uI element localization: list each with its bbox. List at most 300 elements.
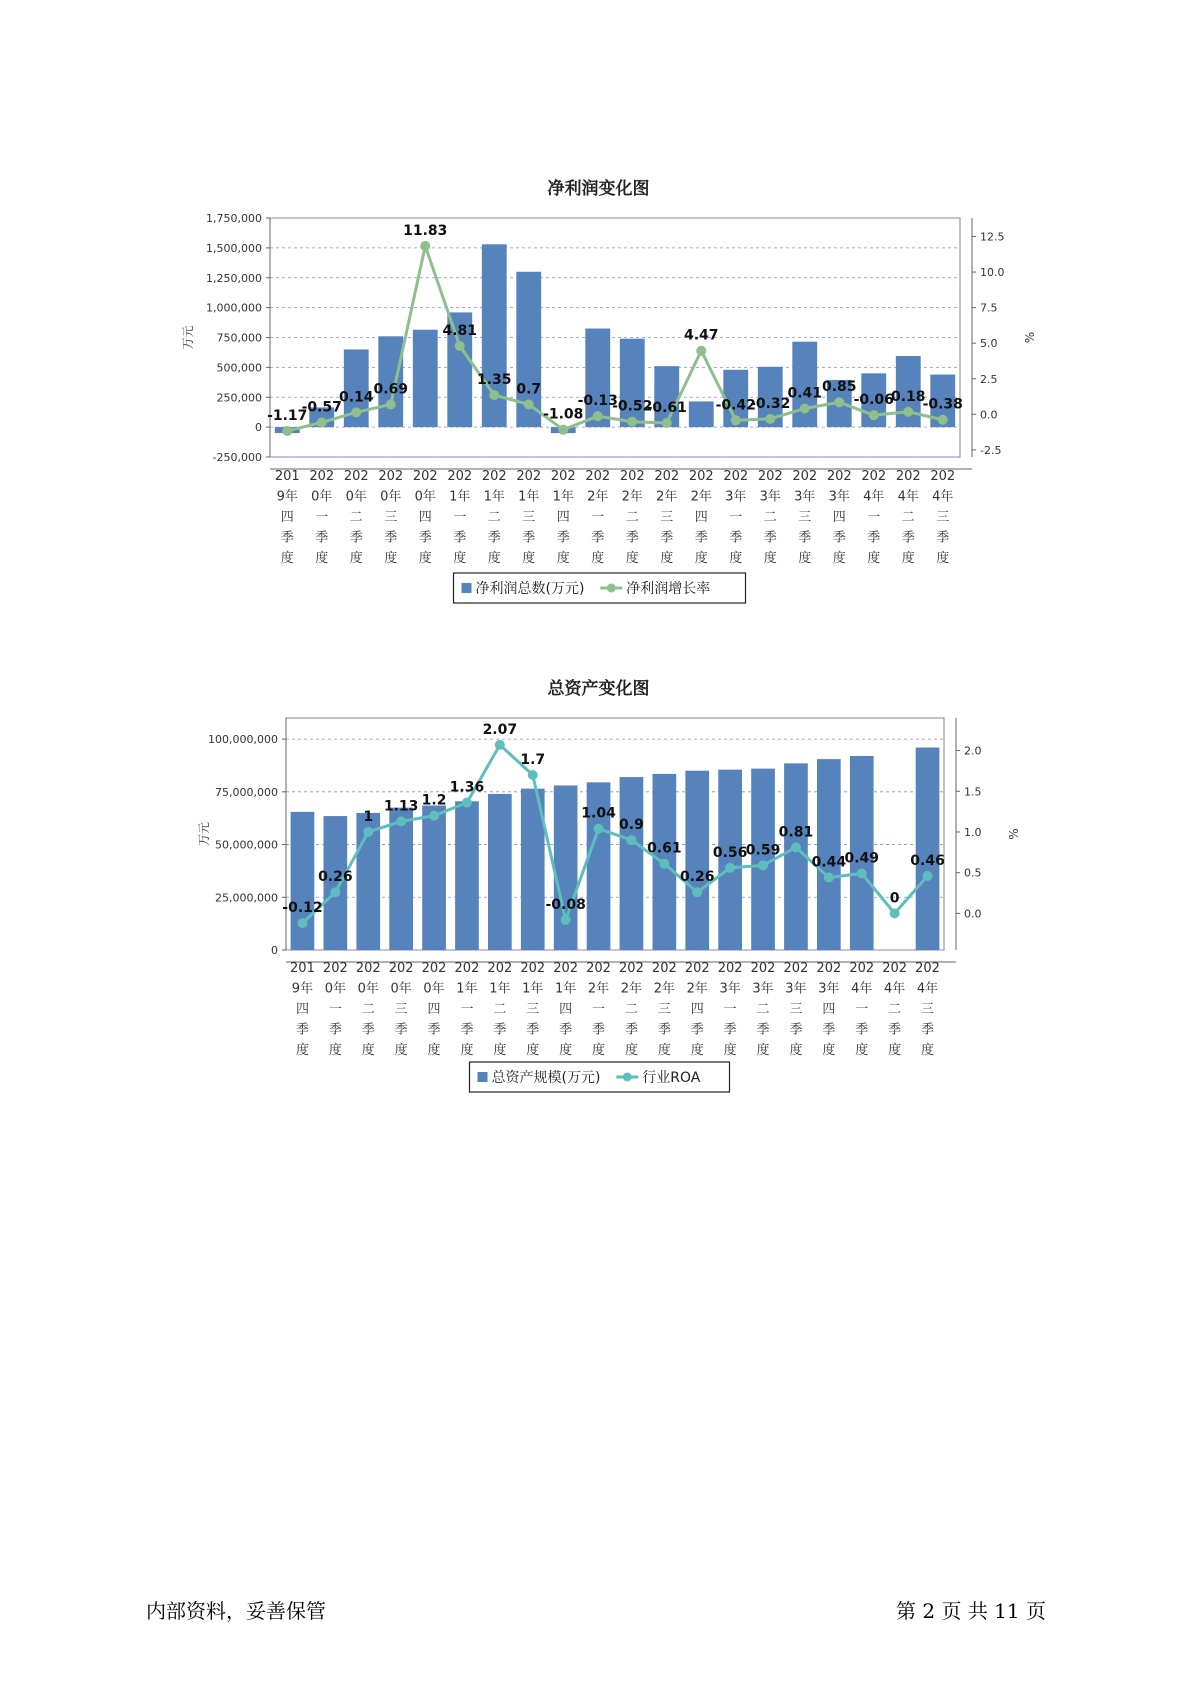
x-tick-label: 度 <box>729 551 743 566</box>
bar <box>291 812 315 950</box>
line-point <box>462 798 472 808</box>
y2-axis-label: % <box>1023 331 1037 344</box>
x-tick-label: 四 <box>556 510 570 525</box>
y-tick-label: 1,750,000 <box>206 212 262 225</box>
line-point <box>696 346 706 356</box>
x-tick-label: 2年 <box>620 981 643 997</box>
x-tick-label: 202 <box>309 469 335 484</box>
x-tick-label: 1年 <box>456 981 478 997</box>
x-tick-label: 四 <box>694 510 708 525</box>
x-tick-label: 三 <box>526 1002 540 1017</box>
x-tick-label: 度 <box>328 1043 342 1058</box>
x-tick-label: 0年 <box>357 981 379 997</box>
legend-line-marker <box>623 1073 632 1082</box>
x-tick-label: 二 <box>361 1002 375 1017</box>
x-tick-label: 2年 <box>621 489 643 505</box>
x-tick-label: 202 <box>684 961 710 976</box>
x-tick-label: 1年 <box>522 981 544 997</box>
line-point <box>626 835 636 845</box>
data-label: 0.49 <box>844 850 880 867</box>
y2-tick-label: 0.0 <box>980 408 998 422</box>
bar <box>389 808 413 950</box>
x-tick-label: 202 <box>585 469 611 484</box>
y-tick-label: 50,000,000 <box>215 838 278 852</box>
x-tick-label: 度 <box>487 551 501 566</box>
x-tick-label: 季 <box>453 530 467 546</box>
x-tick-label: 202 <box>757 469 783 484</box>
x-tick-label: 9年 <box>276 489 298 505</box>
line-point <box>791 842 801 852</box>
x-tick-label: 2年 <box>653 981 675 997</box>
x-tick-label: 1年 <box>518 489 540 505</box>
line-point <box>692 887 702 897</box>
line-point <box>386 400 396 410</box>
x-tick-label: 季 <box>657 1022 671 1038</box>
y2-tick-label: 2.0 <box>964 744 982 758</box>
x-tick-label: 202 <box>895 469 921 484</box>
chart-title: 净利润变化图 <box>547 179 650 199</box>
x-tick-label: 季 <box>756 1022 770 1038</box>
x-tick-label: 度 <box>493 1043 507 1058</box>
line-point <box>489 390 499 400</box>
line-point <box>923 871 933 881</box>
x-tick-label: 202 <box>619 961 644 976</box>
x-tick-label: 202 <box>355 961 381 976</box>
chart-title: 总资产变化图 <box>547 679 650 699</box>
x-tick-label: 季 <box>832 530 846 546</box>
y-tick-label: 750,000 <box>216 331 262 345</box>
x-tick-label: 202 <box>421 961 447 976</box>
x-tick-label: 季 <box>493 1022 507 1038</box>
x-tick-label: 度 <box>280 551 294 566</box>
x-tick-label: 季 <box>526 1022 540 1038</box>
line-point <box>824 873 834 883</box>
x-tick-label: 度 <box>867 551 881 566</box>
x-tick-label: 201 <box>290 961 315 976</box>
y2-tick-label: 7.5 <box>980 301 998 315</box>
data-label: 0.7 <box>516 381 542 398</box>
x-tick-label: 2年 <box>587 489 609 505</box>
x-tick-label: 202 <box>388 961 414 976</box>
x-tick-label: 三 <box>384 510 398 525</box>
x-tick-label: 4年 <box>916 981 939 997</box>
x-tick-label: 度 <box>349 551 363 566</box>
x-tick-label: 202 <box>723 469 749 484</box>
data-label: -0.61 <box>646 399 687 416</box>
data-label: 1 <box>363 808 374 825</box>
x-tick-label: 3年 <box>759 489 781 505</box>
x-tick-label: 度 <box>756 1043 770 1058</box>
x-tick-label: 二 <box>756 1002 770 1017</box>
line-point <box>938 415 948 425</box>
x-tick-label: 季 <box>867 530 881 546</box>
data-label: -0.06 <box>853 392 894 409</box>
x-tick-label: 季 <box>384 530 398 546</box>
y2-tick-label: 0.5 <box>964 866 982 880</box>
line-point <box>765 414 775 424</box>
x-tick-label: 一 <box>591 510 605 525</box>
x-tick-label: 四 <box>690 1002 704 1017</box>
line-point <box>725 863 735 873</box>
bar <box>620 777 644 950</box>
x-tick-label: 季 <box>901 530 915 546</box>
x-tick-label: 0年 <box>390 981 412 997</box>
x-tick-label: 季 <box>522 530 536 546</box>
x-tick-label: 一 <box>315 510 329 525</box>
x-tick-label: 202 <box>343 469 369 484</box>
x-tick-label: 度 <box>427 1043 441 1058</box>
line-point <box>561 915 571 925</box>
x-tick-label: 3年 <box>725 489 747 505</box>
x-tick-label: 4年 <box>851 981 873 997</box>
data-label: -1.17 <box>267 407 308 424</box>
x-tick-label: 度 <box>690 1043 704 1058</box>
x-tick-label: 季 <box>855 1022 869 1038</box>
data-label: 0 <box>889 890 900 907</box>
x-tick-label: 2年 <box>686 981 708 997</box>
x-tick-label: 季 <box>559 1022 573 1038</box>
x-tick-label: 202 <box>849 961 875 976</box>
line-point <box>890 908 900 918</box>
x-tick-label: 四 <box>559 1002 573 1017</box>
x-tick-label: 202 <box>750 961 776 976</box>
x-tick-label: 202 <box>654 469 680 484</box>
x-tick-label: 202 <box>688 469 714 484</box>
x-tick-label: 202 <box>619 469 645 484</box>
data-label: 0.69 <box>373 381 409 398</box>
x-tick-label: 四 <box>418 510 432 525</box>
x-tick-label: 季 <box>592 1022 606 1038</box>
x-tick-label: 季 <box>624 1022 638 1038</box>
y-tick-label: 250,000 <box>216 391 262 405</box>
data-label: 0.18 <box>890 388 926 405</box>
bar <box>689 401 714 427</box>
x-tick-label: 季 <box>921 1022 935 1038</box>
y-tick-label: 500,000 <box>216 361 262 375</box>
x-tick-label: 度 <box>384 551 398 566</box>
footer-confidential-note: 内部资料，妥善保管 <box>146 1599 326 1623</box>
legend-line-label: 净利润增长率 <box>626 581 711 597</box>
x-tick-label: 一 <box>328 1002 342 1017</box>
x-tick-label: 度 <box>657 1043 671 1058</box>
data-label: 0.41 <box>787 385 823 402</box>
x-tick-label: 202 <box>861 469 887 484</box>
x-tick-label: 度 <box>460 1043 474 1058</box>
x-tick-label: 202 <box>322 961 348 976</box>
x-tick-label: 2年 <box>587 981 610 997</box>
data-label: 4.81 <box>442 322 478 339</box>
x-tick-label: 度 <box>832 551 846 566</box>
x-tick-label: 二 <box>625 510 639 525</box>
x-tick-label: 202 <box>930 469 956 484</box>
x-tick-label: 三 <box>657 1002 671 1017</box>
x-tick-label: 0年 <box>345 489 367 505</box>
data-label: 0.85 <box>821 379 857 396</box>
line-point <box>420 241 430 251</box>
x-tick-label: 202 <box>792 469 818 484</box>
x-tick-label: 202 <box>550 469 576 484</box>
line-point <box>659 859 669 869</box>
total-assets-chart <box>0 660 1191 1130</box>
data-label: 11.83 <box>403 223 448 240</box>
x-tick-label: 202 <box>826 469 852 484</box>
x-tick-label: 202 <box>412 469 438 484</box>
x-tick-label: 季 <box>660 530 674 546</box>
data-label: -0.38 <box>922 396 963 413</box>
net-profit-chart <box>0 160 1191 630</box>
x-tick-label: 季 <box>394 1022 408 1038</box>
x-tick-label: 4年 <box>897 489 919 505</box>
data-label: 0.81 <box>778 824 814 841</box>
chart-svg <box>0 660 1191 1130</box>
x-tick-label: 202 <box>447 469 473 484</box>
x-tick-label: 二 <box>624 1002 638 1017</box>
x-tick-label: 3年 <box>828 489 850 505</box>
y-tick-label: 1,000,000 <box>206 301 262 315</box>
x-tick-label: 202 <box>651 961 677 976</box>
x-tick-label: 季 <box>625 530 639 546</box>
x-tick-label: 季 <box>591 530 605 546</box>
x-tick-label: 季 <box>295 1022 309 1038</box>
legend-line-label: 行业ROA <box>642 1070 701 1086</box>
y2-tick-label: 12.5 <box>980 230 1005 244</box>
x-tick-label: 季 <box>418 530 432 546</box>
x-tick-label: 202 <box>816 961 842 976</box>
x-tick-label: 度 <box>361 1043 375 1058</box>
data-label: 1.35 <box>476 372 512 389</box>
x-tick-label: 季 <box>487 530 501 546</box>
line-point <box>363 827 373 837</box>
x-tick-label: 季 <box>798 530 812 546</box>
line-point <box>627 417 637 427</box>
x-tick-label: 度 <box>625 551 639 566</box>
x-tick-label: 度 <box>624 1043 638 1058</box>
footer-page-number: 第 2 页 共 11 页 <box>896 1599 1046 1623</box>
x-tick-label: 度 <box>591 551 605 566</box>
line-point <box>429 811 439 821</box>
x-tick-label: 3年 <box>752 981 774 997</box>
line-point <box>396 816 406 826</box>
line-point <box>662 418 672 428</box>
data-label: -1.08 <box>543 406 584 423</box>
x-tick-label: 度 <box>763 551 777 566</box>
x-tick-label: 季 <box>690 1022 704 1038</box>
data-label: 1.36 <box>449 779 485 796</box>
y-tick-label: 100,000,000 <box>208 733 278 747</box>
x-tick-label: 0年 <box>414 489 436 505</box>
x-tick-label: 1年 <box>555 981 577 997</box>
y-tick-label: 25,000,000 <box>215 891 278 905</box>
y2-tick-label: 5.0 <box>980 337 998 351</box>
data-label: -0.57 <box>301 399 342 416</box>
x-tick-label: 202 <box>454 961 480 976</box>
y-tick-label: -250,000 <box>212 451 262 464</box>
data-label: 0.59 <box>745 842 781 859</box>
x-tick-label: 季 <box>729 530 743 546</box>
y-tick-label: 1,500,000 <box>206 241 262 255</box>
x-tick-label: 1年 <box>483 489 505 505</box>
bar <box>488 794 512 950</box>
x-tick-label: 三 <box>798 510 812 525</box>
x-tick-label: 202 <box>520 961 546 976</box>
y2-tick-label: 2.5 <box>980 372 998 386</box>
x-tick-label: 度 <box>888 1043 902 1058</box>
x-tick-label: 1年 <box>449 489 471 505</box>
line-point <box>495 740 505 750</box>
x-tick-label: 季 <box>763 530 777 546</box>
line-point <box>758 860 768 870</box>
x-tick-label: 度 <box>526 1043 540 1058</box>
data-label: 4.47 <box>683 327 719 344</box>
x-tick-label: 202 <box>487 961 513 976</box>
x-tick-label: 季 <box>427 1022 441 1038</box>
data-label: 0.56 <box>712 844 748 861</box>
x-tick-label: 季 <box>328 1022 342 1038</box>
x-tick-label: 度 <box>660 551 674 566</box>
data-label: 1.13 <box>383 798 419 815</box>
line-point <box>330 887 340 897</box>
x-tick-label: 度 <box>822 1043 836 1058</box>
x-tick-label: 2年 <box>656 489 678 505</box>
x-tick-label: 度 <box>295 1043 309 1058</box>
chart-svg <box>0 160 1191 630</box>
data-label: 1.04 <box>581 805 616 822</box>
line-point <box>317 417 327 427</box>
x-tick-label: 季 <box>315 530 329 546</box>
y2-axis-label: % <box>1007 828 1021 840</box>
line-point <box>869 410 879 420</box>
y-tick-label: 75,000,000 <box>215 785 278 799</box>
x-tick-label: 度 <box>418 551 432 566</box>
data-label: -0.08 <box>545 896 586 913</box>
data-label: 0.26 <box>318 869 353 886</box>
x-tick-label: 一 <box>460 1002 474 1017</box>
x-tick-label: 季 <box>349 530 363 546</box>
data-label: 2.07 <box>482 721 518 738</box>
x-tick-label: 一 <box>855 1002 869 1017</box>
x-tick-label: 三 <box>522 510 536 525</box>
y-axis-label: 万元 <box>181 325 195 350</box>
bar <box>554 785 578 950</box>
x-tick-label: 季 <box>723 1022 737 1038</box>
data-label: 0.26 <box>679 869 715 886</box>
x-tick-label: 1年 <box>552 489 574 505</box>
x-tick-label: 二 <box>901 510 915 525</box>
x-tick-label: 二 <box>888 1002 902 1017</box>
x-tick-label: 一 <box>592 1002 606 1017</box>
x-tick-label: 度 <box>556 551 570 566</box>
legend-bar-label: 净利润总数(万元) <box>475 581 585 597</box>
y-tick-label: 0 <box>271 944 278 957</box>
x-tick-label: 三 <box>789 1002 803 1017</box>
x-tick-label: 度 <box>559 1043 573 1058</box>
y-axis-label: 万元 <box>197 821 211 847</box>
x-tick-label: 202 <box>882 961 908 976</box>
line-point <box>297 918 307 928</box>
x-tick-label: 一 <box>729 510 743 525</box>
x-tick-label: 度 <box>798 551 812 566</box>
data-label: -0.32 <box>750 395 791 412</box>
data-label: 0.44 <box>811 854 847 871</box>
bar <box>455 801 479 950</box>
x-tick-label: 季 <box>822 1022 836 1038</box>
x-tick-label: 三 <box>660 510 674 525</box>
x-tick-label: 季 <box>936 530 950 546</box>
x-tick-label: 202 <box>915 961 940 976</box>
x-tick-label: 度 <box>394 1043 408 1058</box>
x-tick-label: 一 <box>723 1002 737 1017</box>
x-tick-label: 季 <box>460 1022 474 1038</box>
x-tick-label: 度 <box>315 551 329 566</box>
x-tick-label: 度 <box>694 551 708 566</box>
x-tick-label: 四 <box>280 510 294 525</box>
x-tick-label: 三 <box>921 1002 935 1017</box>
bar <box>422 806 446 950</box>
bar <box>792 342 817 427</box>
data-label: -0.42 <box>715 397 756 414</box>
x-tick-label: 季 <box>280 530 294 546</box>
y2-tick-label: 0.0 <box>964 907 982 921</box>
line-point <box>351 407 361 417</box>
x-tick-label: 0年 <box>380 489 402 505</box>
data-label: 1.7 <box>520 751 546 768</box>
x-tick-label: 二 <box>349 510 363 525</box>
x-tick-label: 季 <box>888 1022 902 1038</box>
x-tick-label: 度 <box>453 551 467 566</box>
line-point <box>528 770 538 780</box>
y-tick-label: 1,250,000 <box>206 271 262 285</box>
x-tick-label: 四 <box>832 510 846 525</box>
x-tick-label: 度 <box>723 1043 737 1058</box>
bar <box>685 771 709 950</box>
x-tick-label: 度 <box>901 551 915 566</box>
x-tick-label: 度 <box>921 1043 935 1058</box>
x-tick-label: 度 <box>855 1043 869 1058</box>
y2-tick-label: 1.0 <box>964 825 982 839</box>
y-tick-label: 0 <box>255 421 262 435</box>
x-tick-label: 3年 <box>818 981 840 997</box>
x-tick-label: 4年 <box>884 981 906 997</box>
x-tick-label: 202 <box>717 961 743 976</box>
x-tick-label: 0年 <box>324 981 346 997</box>
bar <box>654 366 679 427</box>
x-tick-label: 度 <box>522 551 536 566</box>
x-tick-label: 二 <box>763 510 777 525</box>
data-label: -0.12 <box>282 900 323 917</box>
y2-tick-label: -2.5 <box>980 443 1002 457</box>
line-point <box>594 824 604 834</box>
x-tick-label: 三 <box>394 1002 408 1017</box>
x-tick-label: 3年 <box>719 981 741 997</box>
x-tick-label: 202 <box>481 469 507 484</box>
line-point <box>731 415 741 425</box>
y2-tick-label: 1.5 <box>964 785 982 799</box>
line-point <box>800 403 810 413</box>
x-tick-label: 季 <box>361 1022 375 1038</box>
x-tick-label: 一 <box>867 510 881 525</box>
x-tick-label: 202 <box>378 469 404 484</box>
x-tick-label: 201 <box>274 469 300 484</box>
x-tick-label: 202 <box>586 961 611 976</box>
line-point <box>558 425 568 435</box>
data-label: -0.13 <box>577 393 618 410</box>
x-tick-label: 四 <box>822 1002 836 1017</box>
x-tick-label: 季 <box>694 530 708 546</box>
data-label: 1.2 <box>421 792 447 809</box>
data-label: 0.61 <box>647 840 682 857</box>
x-tick-label: 季 <box>789 1022 803 1038</box>
x-tick-label: 202 <box>516 469 542 484</box>
